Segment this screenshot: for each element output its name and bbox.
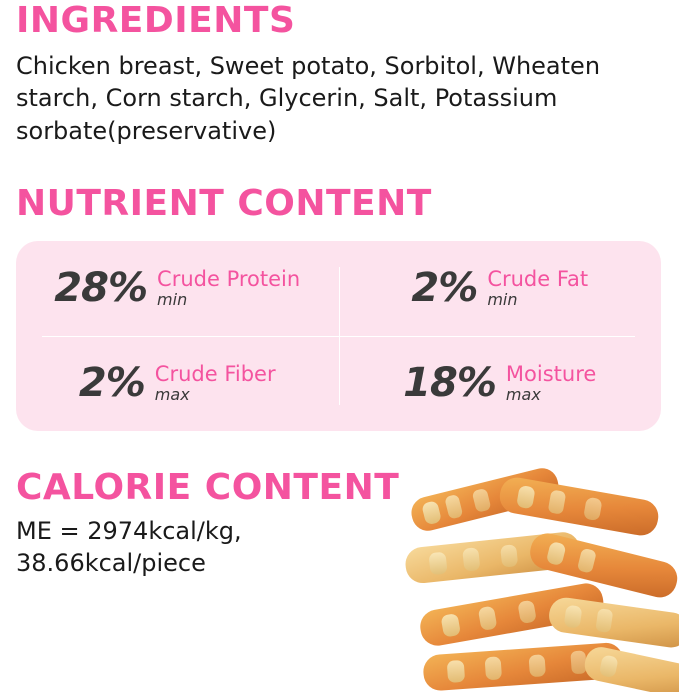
nutrient-item-crude-fat bbox=[339, 241, 662, 336]
nutrient-label-group bbox=[487, 268, 588, 309]
nutrient-content-card bbox=[16, 241, 661, 431]
calorie-content-text: ME = 2974kcal/kg, 38.66kcal/piece bbox=[16, 516, 242, 577]
nutrient-content-heading: NUTRIENT CONTENT bbox=[16, 182, 432, 224]
nutrient-qualifier: min bbox=[157, 289, 188, 309]
nutrient-qualifier: min bbox=[487, 289, 518, 309]
nutrient-item-moisture bbox=[339, 336, 662, 431]
nutrient-name: Moisture bbox=[505, 361, 597, 386]
nutrient-value: 2% bbox=[78, 360, 145, 407]
nutrient-name: Crude Fiber bbox=[154, 361, 276, 386]
nutrient-label-group bbox=[157, 268, 300, 309]
ingredients-text: Chicken breast, Sweet potato, Sorbitol, Wheaten starch, Corn starch, Glycerin, Salt, Potassium sorbate(preservative) bbox=[16, 51, 601, 145]
nutrient-qualifier: max bbox=[505, 384, 541, 404]
nutrient-item-crude-fiber bbox=[16, 336, 339, 431]
nutrient-value: 28% bbox=[54, 265, 148, 312]
nutrient-item-crude-protein bbox=[16, 241, 339, 336]
nutrient-qualifier: max bbox=[154, 384, 190, 404]
ingredients-heading: INGREDIENTS bbox=[16, 0, 296, 41]
calorie-content-heading: CALORIE CONTENT bbox=[16, 466, 400, 508]
nutrient-value: 18% bbox=[403, 360, 496, 407]
treat-stack-illustration bbox=[389, 467, 679, 692]
nutrient-name: Crude Protein bbox=[157, 266, 301, 291]
nutrient-label-group bbox=[506, 363, 596, 404]
nutrient-label-group bbox=[155, 363, 276, 404]
nutrient-value: 2% bbox=[411, 265, 478, 312]
nutrient-name: Crude Fat bbox=[487, 266, 589, 291]
nutrient-grid bbox=[16, 241, 661, 431]
product-photo bbox=[389, 467, 679, 692]
